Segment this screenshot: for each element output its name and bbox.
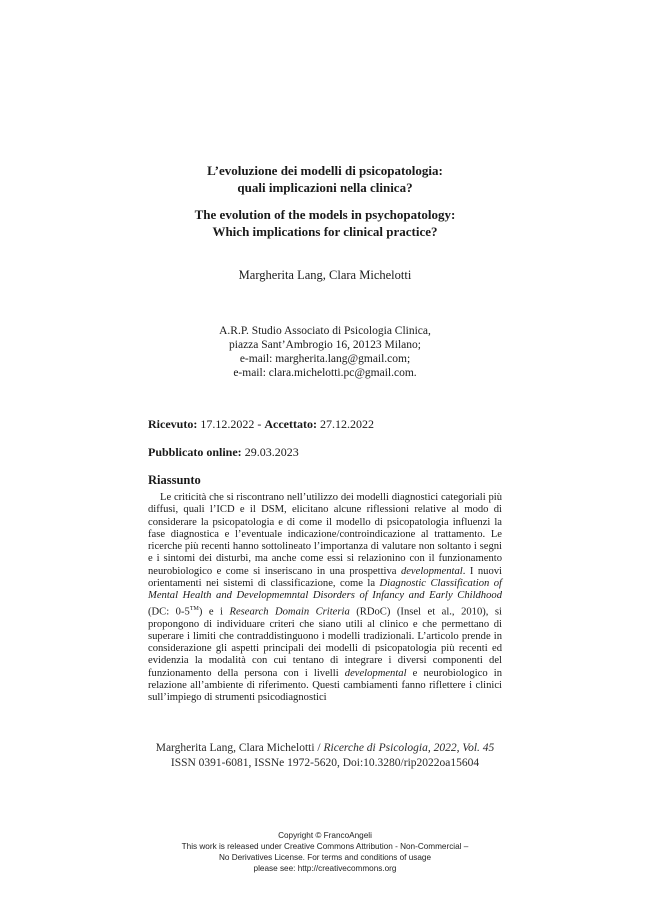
published-date: 29.03.2023 (241, 445, 299, 459)
abstract-text-3: (DC: 0-5 (148, 606, 190, 618)
abstract-heading: Riassunto (148, 473, 201, 487)
trademark-superscript: TM (189, 605, 199, 612)
copyright-block (0, 830, 650, 874)
accepted-label: Accettato: (264, 417, 317, 431)
title-english-line-1: The evolution of the models in psychopatology: (194, 207, 456, 222)
abstract-text-1: Le criticità che si riscontrano nell’utilizzo dei modelli diagnostici categoriali più diffusi, quali l’ICD e il DSM, elicitano alcune riflessioni relative al modo di considerare la psicopatologia e di come il modello di psicopatologia influenzi la fase diagnostica e l’eventuale indicazione/controindicazione al trattamento. Le ricerche più recenti hanno sottolineato l’importanza di valutare non soltanto i segni e i sintomi dei disturbi, ma anche come essi si relazionino con il funzionamento neurobiologico e come si inseriscano in una prospettiva (148, 492, 502, 577)
citation-journal: Ricerche di Psicologia, 2022, Vol. 45 (323, 742, 495, 754)
abstract-italic-1: developmental (400, 565, 463, 577)
title-italian (0, 162, 650, 196)
copyright-line-1: Copyright © FrancoAngeli (278, 831, 372, 840)
citation-line-1 (0, 741, 650, 756)
title-english-line-2: Which implications for clinical practice? (212, 224, 438, 239)
affiliation-block (0, 324, 650, 380)
author-list: Margherita Lang, Clara Michelotti (238, 268, 412, 282)
copyright-line-4[interactable]: please see: http://creativecommons.org (253, 864, 397, 873)
citation-authors: Margherita Lang, Clara Michelotti / (155, 742, 324, 754)
email-line-2[interactable]: e-mail: clara.michelotti.pc@gmail.com. (233, 367, 417, 379)
abstract-italic-3: Research Domain Criteria (229, 606, 350, 618)
abstract-text-5: (RDoC) (Insel et al., 2010), si propongono di individuare criteri che siano utili al clinico e che permettano di superare i limiti che contraddistinguono i modelli tradizionali. L’articolo prende in considerazione gli aspetti principali dei modelli di psicopatologia più recenti ed evidenzia la modalità con cui tentano di integrare i diversi componenti del funzionamento della persona con i livelli (148, 606, 502, 679)
citation-issn: ISSN 0391-6081, ISSNe 1972-5620, Doi:10.3280/rip2022oa15604 (170, 757, 480, 769)
email-line-1[interactable]: e-mail: margherita.lang@gmail.com; (239, 353, 411, 365)
citation-block (0, 741, 650, 771)
abstract-text-6: e neurobiologico in relazione all’ambiente di riferimento. Questi cambiamenti fanno riflettere i clinici sull’impiego di strumenti psicodiagnostici (148, 667, 502, 704)
title-english (0, 206, 650, 240)
received-date: 17.12.2022 - (197, 417, 265, 431)
abstract-text-4: ) e i (198, 606, 230, 618)
published-label: Pubblicato online: (148, 445, 242, 459)
received-label: Ricevuto: (148, 417, 198, 431)
abstract-body (148, 492, 502, 705)
accepted-date: 27.12.2022 (316, 417, 374, 431)
abstract-italic-4: developmental (344, 667, 407, 679)
published-line (148, 445, 299, 460)
abstract-paragraph (148, 492, 502, 705)
affiliation-line-1: A.R.P. Studio Associato di Psicologia Clinica, (219, 325, 431, 337)
received-accepted-line (148, 417, 374, 432)
copyright-line-2: This work is released under Creative Commons Attribution - Non-Commercial – (181, 842, 469, 851)
abstract-text-2: . I nuovi orientamenti nei sistemi di classificazione, come la (148, 565, 502, 590)
abstract-italic-2: Diagnostic Classification of Mental Health and Developmemntal Disorders of Infancy and Early Childhood (148, 578, 502, 602)
affiliation-line-2: piazza Sant’Ambrogio 16, 20123 Milano; (229, 339, 421, 351)
title-italian-line-2: quali implicazioni nella clinica? (237, 180, 413, 195)
title-italian-line-1: L’evoluzione dei modelli di psicopatologia: (207, 163, 443, 178)
copyright-line-3: No Derivatives License. For terms and conditions of usage (218, 853, 432, 862)
